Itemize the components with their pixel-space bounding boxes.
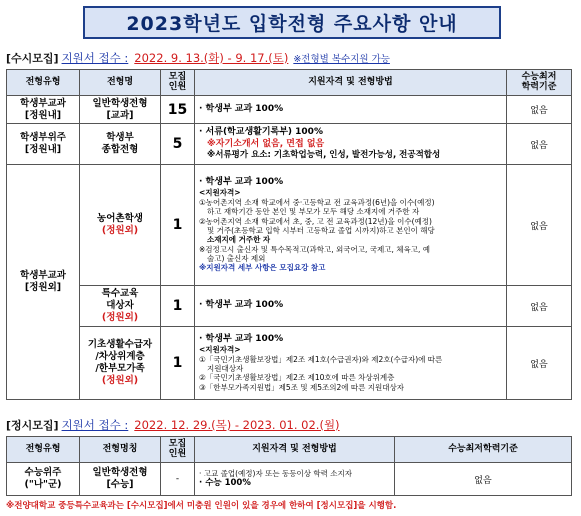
table-row — [7, 165, 572, 286]
method-line: ③「한부모가족지원법」제5조 및 제5조의2에 따른 지원대상자 — [199, 382, 404, 392]
row-method — [195, 124, 507, 165]
method-line: ①농어촌지역 소재 학교에서 중·고등학교 전 교육과정(6년)을 이수(예정) — [199, 197, 435, 207]
col-header-type: 전형유형 — [7, 70, 80, 96]
jeongsi-receipt-label: 지원서 접수 : — [61, 418, 129, 432]
susi-note: ※전형별 복수지원 가능 — [293, 54, 390, 65]
row-name-cell — [80, 286, 161, 327]
row-type: 학생부교과 [정원내] — [7, 96, 80, 124]
row-min: 없음 — [507, 286, 572, 327]
table-row — [7, 286, 572, 327]
col-header-min: 수능최저학력기준 — [395, 437, 572, 463]
table-row — [7, 96, 572, 124]
col-header-method: 지원자격 및 전형방법 — [195, 70, 507, 96]
method-line: ①「국민기초생활보장법」제2조 제1호(수급권자)와 제2호(수급자)에 따른 — [199, 354, 443, 364]
page-title-box — [83, 6, 501, 39]
method-line: ②「국민기초생활보장법」제2조 제10호에 따른 차상위계층 — [199, 373, 395, 383]
row-count: - — [161, 463, 195, 496]
table-row — [7, 124, 572, 165]
susi-header — [6, 50, 390, 66]
method-line: · 서류(학교생활기록부) 100% — [199, 127, 323, 138]
susi-table — [6, 69, 572, 400]
method-line: ※서류평가 요소: 기초학업능력, 인성, 발전가능성, 전공적합성 — [207, 149, 441, 160]
method-line: · 학생부 교과 100% — [199, 177, 284, 188]
row-sub: (정원외) — [101, 374, 139, 386]
row-count: 15 — [161, 96, 195, 124]
row-type: 학생부교과 [정원외] — [7, 165, 80, 400]
col-header-count: 모집 인원 — [161, 70, 195, 96]
method-line: · 수능 100% — [199, 478, 251, 489]
method-line: ②농어촌지역 소재 학교에서 초, 중, 고 전 교육과정(12년)을 이수(예정) — [199, 216, 432, 226]
col-header-name: 전형명칭 — [80, 437, 161, 463]
susi-header-row — [7, 70, 572, 96]
page-title: 2023학년도 입학전형 주요사항 안내 — [126, 13, 458, 35]
row-sub: (정원외) — [101, 225, 139, 236]
method-line: 하고 재학기간 동안 본인 및 부모가 모두 해당 소재지에 거주한 자 — [207, 207, 420, 217]
footnote: ※전양대학교 중등특수교육과는 [수시모집]에서 미충원 인원이 있을 경우에 한하여 [정시모집]을 시행함. — [6, 501, 397, 511]
susi-receipt-label: 지원서 접수 : — [61, 51, 129, 65]
row-sub: (정원외) — [101, 311, 139, 323]
row-name: 학생부 종합전형 — [80, 124, 161, 165]
row-count: 5 — [161, 124, 195, 165]
method-line: 지원대상자 — [207, 363, 244, 373]
col-header-name: 전형명 — [80, 70, 161, 96]
row-name-cell — [80, 327, 161, 400]
row-method: · 학생부 교과 100% — [195, 96, 507, 124]
row-method — [195, 165, 507, 286]
col-header-count: 모집 인원 — [161, 437, 195, 463]
method-line: <지원자격> — [199, 188, 241, 198]
row-name: 농어촌학생 — [97, 213, 143, 225]
row-count: 1 — [161, 286, 195, 327]
row-min: 없음 — [395, 463, 572, 496]
method-line: ※검정고시 출신자 및 특수목적고(과학고, 외국어고, 국제고, 체육고, 예 — [199, 244, 431, 254]
method-line: 소재지에 거주한 자 — [207, 235, 271, 245]
row-name: 일반학생전형 [교과] — [80, 96, 161, 124]
row-min: 없음 — [507, 124, 572, 165]
row-min: 없음 — [507, 165, 572, 286]
row-name: 기초생활수급자 /차상위계층 /한부모가족 — [87, 339, 153, 374]
col-header-min: 수능최저 학력기준 — [507, 70, 572, 96]
table-row — [7, 463, 572, 496]
jeongsi-tag: [정시모집] — [6, 419, 59, 432]
method-line: 및 거주(초등학교 입학 시부터 고등학교 졸업 시까지)하고 본인이 해당 — [207, 225, 435, 235]
jeongsi-table — [6, 436, 572, 496]
method-line: <지원자격> — [199, 345, 241, 355]
row-min: 없음 — [507, 327, 572, 400]
row-count: 1 — [161, 327, 195, 400]
jeongsi-dates: 2022. 12. 29.(목) - 2023. 01. 02.(월) — [134, 418, 340, 432]
jeongsi-header — [6, 417, 340, 433]
method-line: 술고) 출신자 제외 — [207, 254, 266, 264]
row-method — [195, 327, 507, 400]
method-line: · 고교 졸업(예정)자 또는 동등이상 학력 소지자 — [199, 469, 352, 478]
jeongsi-header-row — [7, 437, 572, 463]
row-count: 1 — [161, 165, 195, 286]
row-method — [195, 463, 395, 496]
method-line: ※지원자격 세부 사항은 모집요강 참고 — [199, 263, 326, 273]
susi-tag: [수시모집] — [6, 52, 59, 65]
col-header-type: 전형유형 — [7, 437, 80, 463]
row-name: 특수교육 대상자 — [101, 288, 139, 312]
row-min: 없음 — [507, 96, 572, 124]
row-type: 학생부위주 [정원내] — [7, 124, 80, 165]
method-line: · 학생부 교과 100% — [199, 333, 284, 344]
susi-dates: 2022. 9. 13.(화) - 9. 17.(토) — [134, 51, 289, 65]
row-name-cell — [80, 165, 161, 286]
row-type: 수능위주 ("나"군) — [7, 463, 80, 496]
row-name: 일반학생전형 [수능] — [80, 463, 161, 496]
row-method: · 학생부 교과 100% — [195, 286, 507, 327]
method-line: ※자기소개서 없음, 면접 없음 — [207, 138, 325, 149]
table-row — [7, 327, 572, 400]
col-header-method: 지원자격 및 전형방법 — [195, 437, 395, 463]
